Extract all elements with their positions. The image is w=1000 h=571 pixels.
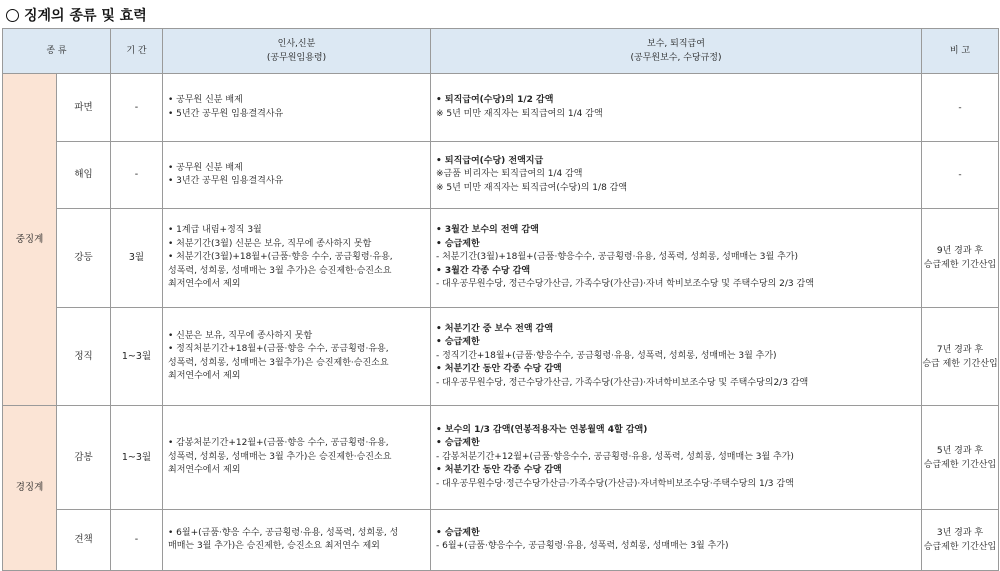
pay-cell [431, 510, 922, 571]
status-cell [163, 510, 431, 571]
pay-line: • 퇴직급여(수당)의 1/2 감액 [436, 95, 554, 105]
pay-line: • 처분기간 중 보수 전액 감액 [436, 323, 554, 334]
pay-line: ※ 5년 미만 재직자는 퇴직급여의 1/4 감액 [436, 108, 603, 119]
status-line: • 공무원 신분 배제 [168, 162, 243, 173]
kind-cell: 강등 [57, 209, 111, 308]
pay-line: - 대우공무원수당, 정근수당가산금, 가족수당(가산금)·자녀학비보조수당 및 주택수당의2/3 감액 [436, 377, 809, 388]
header-status: 인사,신분 (공무원임용령) [163, 29, 431, 74]
pay-line: - 6월+(금품·향응수수, 공금횡령·유용, 성폭력, 성희롱, 성매매는 3월 추가) [436, 541, 729, 551]
status-cell [163, 308, 431, 406]
period-cell: - [111, 74, 163, 142]
status-line: • 3년간 공무원 임용결격사유 [168, 176, 284, 186]
header-kind: 종 류 [3, 29, 111, 74]
table-row [3, 308, 999, 406]
pay-line: - 감봉처분기간+12월+(금품·향응수수, 공금횡령·유용, 성폭력, 성희롱, 성매매는 3월 추가) [436, 451, 794, 462]
status-line: 최저연수에서 제외 [168, 279, 241, 290]
note-line: 승급제한 기간산입 [923, 542, 997, 552]
pay-line: • 처분기간 동안 각종 수당 감액 [436, 465, 562, 476]
status-line: • 5년간 공무원 임용결격사유 [168, 108, 284, 119]
note-line: 승급제한 기간산입 [923, 459, 997, 470]
kind-cell: 정직 [57, 308, 111, 406]
pay-line: - 대우공무원수당, 정근수당가산금, 가족수당(가산금)·자녀 학비보조수당 및 주택수당의 2/3 감액 [436, 279, 814, 290]
table-header-row [3, 29, 999, 74]
header-pay: 보수, 퇴직급여 (공무원보수, 수당규정) [431, 29, 922, 74]
status-cell [163, 142, 431, 209]
status-line: 성폭력, 성희롱, 성매매는 3월 추가)은 승진제한·승진소요 [168, 265, 392, 276]
status-line: 최저연수에서 제외 [168, 371, 241, 381]
period-cell: 1~3월 [111, 308, 163, 406]
pay-line: • 처분기간 동안 각종 수당 감액 [436, 364, 562, 375]
kind-cell: 해임 [57, 142, 111, 209]
period-cell: 1~3월 [111, 406, 163, 510]
table-row [3, 406, 999, 510]
note-line: 9년 경과 후 [936, 246, 984, 256]
note-line: - [958, 170, 962, 180]
note-cell [922, 74, 999, 142]
note-line: 승급제한 기간산입 [923, 260, 997, 270]
note-line: 승급 제한 기간산입 [922, 358, 998, 369]
pay-line: ※금품 비리자는 퇴직급여의 1/4 감액 [436, 169, 583, 180]
pay-line: • 승급제한 [436, 238, 480, 249]
pay-cell [431, 209, 922, 308]
status-cell [163, 406, 431, 510]
note-cell [922, 142, 999, 209]
note-cell [922, 510, 999, 571]
status-line: 성폭력, 성희롱, 성매매는 3월 추가)은 승진제한·승진소요 [168, 451, 392, 462]
status-line: 최저연수에서 제외 [168, 465, 241, 476]
pay-line: • 승급제한 [436, 527, 480, 538]
status-line: 성폭력, 성희롱, 성매매는 3월추가)은 승진제한·승진소요 [168, 357, 389, 368]
pay-line: • 승급제한 [436, 337, 480, 348]
pay-cell [431, 406, 922, 510]
status-line: • 신분은 보유, 직무에 종사하지 못함 [168, 330, 313, 341]
note-cell [922, 209, 999, 308]
category-cell: 중징계 [3, 74, 57, 406]
status-line: • 6월+(금품·향응 수수, 공금횡령·유용, 성폭력, 성희롱, 성 [168, 527, 399, 538]
pay-line: ※ 5년 미만 재직자는 퇴직급여(수당)의 1/8 감액 [436, 182, 628, 193]
table-body [3, 74, 999, 571]
pay-line: • 3월간 각종 수당 감액 [436, 265, 531, 276]
table-row [3, 209, 999, 308]
pay-line: • 퇴직급여(수당) 전액지급 [436, 155, 544, 166]
status-line: • 공무원 신분 배제 [168, 95, 243, 105]
status-line: • 정직처분기간+18월+(금품·향응 수수, 공금횡령·유용, [168, 344, 389, 354]
status-line: • 감봉처분기간+12월+(금품·향응 수수, 공금횡령·유용, [168, 438, 389, 449]
period-cell: - [111, 142, 163, 209]
pay-cell [431, 74, 922, 142]
header-note: 비 고 [922, 29, 999, 74]
status-line: • 처분기간(3월)+18월+(금품·향응 수수, 공금횡령·유용, [168, 252, 393, 263]
pay-cell [431, 308, 922, 406]
status-line: • 1계급 내림+정직 3월 [168, 225, 262, 236]
kind-cell: 견책 [57, 510, 111, 571]
circle-icon [6, 9, 19, 22]
note-line: 5년 경과 후 [936, 445, 984, 456]
kind-cell: 파면 [57, 74, 111, 142]
status-cell [163, 74, 431, 142]
status-cell [163, 209, 431, 308]
status-line: • 처분기간(3월) 신분은 보유, 직무에 종사하지 못함 [168, 238, 372, 249]
status-line: 매매는 3월 추가)은 승진제한, 승진소요 최저연수 제외 [168, 541, 380, 551]
table-row [3, 510, 999, 571]
note-line: 7년 경과 후 [936, 344, 984, 355]
pay-line: • 보수의 1/3 감액(연봉적용자는 연봉월액 4할 감액) [436, 424, 648, 435]
pay-line: - 처분기간(3월)+18월+(금품·향응수수, 공금횡령·유용, 성폭력, 성희롱, 성매매는 3월 추가) [436, 252, 798, 263]
note-line: 3년 경과 후 [936, 528, 984, 538]
pay-line: • 승급제한 [436, 438, 480, 449]
page-title [6, 4, 147, 26]
discipline-table [2, 28, 999, 571]
pay-line: - 정직기간+18월+(금품·향응수수, 공금횡령·유용, 성폭력, 성희롱, 성매매는 3월 추가) [436, 350, 777, 361]
note-cell [922, 406, 999, 510]
note-cell [922, 308, 999, 406]
pay-line: • 3월간 보수의 전액 감액 [436, 225, 539, 236]
pay-cell [431, 142, 922, 209]
period-cell: - [111, 510, 163, 571]
header-period: 기 간 [111, 29, 163, 74]
page-title-text: 징계의 종류 및 효력 [24, 8, 147, 24]
note-line: - [958, 102, 962, 113]
category-cell: 경징계 [3, 406, 57, 571]
kind-cell: 감봉 [57, 406, 111, 510]
table-row [3, 74, 999, 142]
pay-line: - 대우공무원수당·정근수당가산금·가족수당(가산금)·자녀학비보조수당·주택수당의 1/3 감액 [436, 478, 794, 489]
period-cell: 3월 [111, 209, 163, 308]
table-row [3, 142, 999, 209]
